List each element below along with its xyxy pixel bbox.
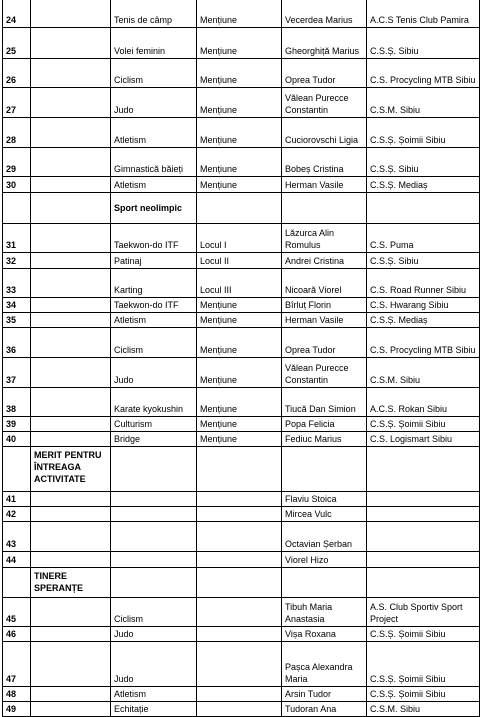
athlete-name-cell: Oprea Tudor — [282, 59, 367, 88]
table-row — [3, 0, 480, 28]
sport-cell — [111, 552, 197, 568]
row-number: 49 — [3, 702, 31, 717]
category-header — [31, 269, 111, 298]
table-row — [3, 627, 480, 642]
prize-cell: Locul III — [197, 269, 282, 298]
prize-cell: Mențiune — [197, 388, 282, 417]
category-header — [31, 627, 111, 642]
club-cell: C.S.Ș. Mediaș — [367, 313, 480, 328]
prize-cell: Mențiune — [197, 358, 282, 388]
prize-cell — [197, 492, 282, 507]
athlete-name-cell: Bîrluț Florin — [282, 298, 367, 313]
row-number: 34 — [3, 298, 31, 313]
category-header — [31, 118, 111, 148]
row-number: 47 — [3, 642, 31, 687]
row-number: 48 — [3, 687, 31, 702]
club-cell: C.S.Ș. Șoimii Sibiu — [367, 687, 480, 702]
athlete-name-cell: Cuciorovschi Ligia — [282, 118, 367, 148]
club-cell: C.S. Hwarang Sibiu — [367, 298, 480, 313]
row-number: 35 — [3, 313, 31, 328]
athlete-name-cell: Herman Vasile — [282, 313, 367, 328]
prize-cell: Mențiune — [197, 0, 282, 28]
category-header — [31, 298, 111, 313]
prize-cell — [197, 447, 282, 492]
category-header — [31, 598, 111, 627]
club-cell: C.S.M. Sibiu — [367, 358, 480, 388]
category-header — [31, 313, 111, 328]
athlete-name-cell: Popa Felicia — [282, 417, 367, 432]
prize-cell: Mențiune — [197, 432, 282, 447]
category-header — [31, 702, 111, 717]
athlete-name-cell: Tudoran Ana — [282, 702, 367, 717]
table-row — [3, 642, 480, 687]
table-row — [3, 568, 480, 598]
athlete-name-cell: Octavian Șerban — [282, 522, 367, 552]
sport-cell: Volei feminin — [111, 28, 197, 59]
club-cell: C.S.Ș. Șoimii Sibiu — [367, 642, 480, 687]
sport-cell: Judo — [111, 627, 197, 642]
athlete-name-cell: Vălean Purecce Constantin — [282, 358, 367, 388]
category-header — [31, 177, 111, 193]
athlete-name-cell: Pașca Alexandra Maria — [282, 642, 367, 687]
row-number — [3, 568, 31, 598]
row-number: 39 — [3, 417, 31, 432]
prize-cell: Mențiune — [197, 298, 282, 313]
prize-cell — [197, 552, 282, 568]
sport-cell: Atletism — [111, 313, 197, 328]
sport-cell: Judo — [111, 88, 197, 118]
athlete-name-cell: Tiucă Dan Simion — [282, 388, 367, 417]
row-number: 41 — [3, 492, 31, 507]
table-row — [3, 687, 480, 702]
category-header: MERIT PENTRU ÎNTREAGA ACTIVITATE — [31, 447, 111, 492]
row-number — [3, 447, 31, 492]
club-cell — [367, 552, 480, 568]
athlete-name-cell: Nicoară Viorel — [282, 269, 367, 298]
category-header — [31, 358, 111, 388]
club-cell: A.C.S Tenis Club Pamira — [367, 0, 480, 28]
table-row — [3, 432, 480, 447]
row-number: 24 — [3, 0, 31, 28]
table-row — [3, 177, 480, 193]
table-row — [3, 118, 480, 148]
athlete-name-cell: Flaviu Stoica — [282, 492, 367, 507]
category-header — [31, 0, 111, 28]
club-cell: A.C.S. Rokan Sibiu — [367, 388, 480, 417]
table-row — [3, 193, 480, 224]
sport-cell: Karate kyokushin — [111, 388, 197, 417]
row-number: 29 — [3, 148, 31, 177]
category-header — [31, 522, 111, 552]
sport-cell — [111, 507, 197, 522]
prize-cell — [197, 193, 282, 224]
prize-cell: Mențiune — [197, 328, 282, 358]
table-row — [3, 598, 480, 627]
club-cell: C.S.M. Sibiu — [367, 702, 480, 717]
table-row — [3, 492, 480, 507]
athlete-name-cell: Andrei Cristina — [282, 253, 367, 269]
sport-cell: Ciclism — [111, 328, 197, 358]
sport-cell: Tenis de câmp — [111, 0, 197, 28]
prize-cell: Mențiune — [197, 417, 282, 432]
row-number: 32 — [3, 253, 31, 269]
row-number: 28 — [3, 118, 31, 148]
row-number: 27 — [3, 88, 31, 118]
prize-cell — [197, 687, 282, 702]
row-number: 40 — [3, 432, 31, 447]
sport-cell — [111, 447, 197, 492]
athlete-name-cell: Vălean Purecce Constantin — [282, 88, 367, 118]
sport-cell — [111, 492, 197, 507]
category-header — [31, 432, 111, 447]
club-cell — [367, 507, 480, 522]
prize-cell: Mențiune — [197, 177, 282, 193]
club-cell: C.S.Ș. Sibiu — [367, 148, 480, 177]
prize-cell — [197, 598, 282, 627]
club-cell: C.S.Ș. Șoimii Sibiu — [367, 417, 480, 432]
club-cell: C.S.Ș. Șoimii Sibiu — [367, 118, 480, 148]
club-cell: C.S.Ș. Șoimii Sibiu — [367, 627, 480, 642]
athlete-name-cell: Lăzurca Alin Romulus — [282, 224, 367, 253]
category-header — [31, 507, 111, 522]
awards-table — [2, 0, 480, 717]
athlete-name-cell — [282, 447, 367, 492]
table-row — [3, 552, 480, 568]
club-cell: A.S. Club Sportiv Sport Project — [367, 598, 480, 627]
category-header — [31, 417, 111, 432]
prize-cell: Locul II — [197, 253, 282, 269]
table-row — [3, 59, 480, 88]
club-cell: C.S. Procycling MTB Sibiu — [367, 328, 480, 358]
club-cell: C.S.M. Sibiu — [367, 88, 480, 118]
athlete-name-cell: Vecerdea Marius — [282, 0, 367, 28]
prize-cell: Mențiune — [197, 88, 282, 118]
prize-cell: Locul I — [197, 224, 282, 253]
table-row — [3, 313, 480, 328]
club-cell: C.S. Puma — [367, 224, 480, 253]
table-row — [3, 88, 480, 118]
athlete-name-cell: Vișa Roxana — [282, 627, 367, 642]
athlete-name-cell — [282, 193, 367, 224]
category-header — [31, 224, 111, 253]
athlete-name-cell: Mircea Vulc — [282, 507, 367, 522]
sport-cell: Ciclism — [111, 59, 197, 88]
athlete-name-cell: Gheorghiță Marius — [282, 28, 367, 59]
table-row — [3, 28, 480, 59]
prize-cell — [197, 627, 282, 642]
category-header — [31, 59, 111, 88]
athlete-name-cell: Oprea Tudor — [282, 328, 367, 358]
athlete-name-cell: Arsin Tudor — [282, 687, 367, 702]
category-header — [31, 388, 111, 417]
category-header — [31, 687, 111, 702]
prize-cell — [197, 522, 282, 552]
sport-cell: Atletism — [111, 118, 197, 148]
sport-cell: Taekwon-do ITF — [111, 298, 197, 313]
club-cell — [367, 492, 480, 507]
table-row — [3, 224, 480, 253]
prize-cell: Mențiune — [197, 118, 282, 148]
table-row — [3, 522, 480, 552]
row-number: 31 — [3, 224, 31, 253]
athlete-name-cell: Tibuh Maria Anastasia — [282, 598, 367, 627]
sport-cell — [111, 522, 197, 552]
row-number: 33 — [3, 269, 31, 298]
sport-cell: Patinaj — [111, 253, 197, 269]
table-row — [3, 388, 480, 417]
category-header — [31, 642, 111, 687]
row-number: 44 — [3, 552, 31, 568]
row-number: 37 — [3, 358, 31, 388]
sport-cell — [111, 568, 197, 598]
category-header: TINERE SPERANȚE — [31, 568, 111, 598]
prize-cell: Mențiune — [197, 28, 282, 59]
row-number: 46 — [3, 627, 31, 642]
sport-cell: Ciclism — [111, 598, 197, 627]
category-header — [31, 253, 111, 269]
club-cell: C.S.Ș. Sibiu — [367, 28, 480, 59]
category-header — [31, 28, 111, 59]
table-row — [3, 253, 480, 269]
club-cell — [367, 522, 480, 552]
club-cell — [367, 447, 480, 492]
prize-cell — [197, 642, 282, 687]
table-row — [3, 148, 480, 177]
sport-cell: Judo — [111, 642, 197, 687]
sport-cell: Bridge — [111, 432, 197, 447]
sport-cell: Karting — [111, 269, 197, 298]
athlete-name-cell: Viorel Hizo — [282, 552, 367, 568]
table-row — [3, 358, 480, 388]
sport-cell: Echitație — [111, 702, 197, 717]
row-number: 26 — [3, 59, 31, 88]
table-row — [3, 507, 480, 522]
prize-cell — [197, 568, 282, 598]
category-header — [31, 148, 111, 177]
sport-cell: Atletism — [111, 177, 197, 193]
row-number: 30 — [3, 177, 31, 193]
table-row — [3, 702, 480, 717]
prize-cell: Mențiune — [197, 148, 282, 177]
row-number: 36 — [3, 328, 31, 358]
awards-table-body — [3, 0, 480, 717]
table-row — [3, 447, 480, 492]
sport-cell: Culturism — [111, 417, 197, 432]
row-number: 45 — [3, 598, 31, 627]
table-row — [3, 417, 480, 432]
prize-cell: Mențiune — [197, 59, 282, 88]
club-cell: C.S.Ș. Mediaș — [367, 177, 480, 193]
table-row — [3, 269, 480, 298]
sport-cell: Judo — [111, 358, 197, 388]
athlete-name-cell: Fediuc Marius — [282, 432, 367, 447]
athlete-name-cell: Bobeș Cristina — [282, 148, 367, 177]
club-cell: C.S. Road Runner Sibiu — [367, 269, 480, 298]
category-header — [31, 552, 111, 568]
prize-cell — [197, 507, 282, 522]
row-number — [3, 193, 31, 224]
category-header — [31, 492, 111, 507]
category-header — [31, 328, 111, 358]
table-row — [3, 298, 480, 313]
club-cell: C.S.Ș. Sibiu — [367, 253, 480, 269]
athlete-name-cell — [282, 568, 367, 598]
club-cell — [367, 568, 480, 598]
club-cell: C.S. Procycling MTB Sibiu — [367, 59, 480, 88]
club-cell: C.S. Logismart Sibiu — [367, 432, 480, 447]
section-title: Sport neolimpic — [111, 193, 197, 224]
table-row — [3, 328, 480, 358]
row-number: 38 — [3, 388, 31, 417]
sport-cell: Atletism — [111, 687, 197, 702]
prize-cell: Mențiune — [197, 313, 282, 328]
prize-cell — [197, 702, 282, 717]
row-number: 42 — [3, 507, 31, 522]
category-header — [31, 193, 111, 224]
category-header — [31, 88, 111, 118]
row-number: 25 — [3, 28, 31, 59]
row-number: 43 — [3, 522, 31, 552]
club-cell — [367, 193, 480, 224]
sport-cell: Gimnastică băieți — [111, 148, 197, 177]
athlete-name-cell: Herman Vasile — [282, 177, 367, 193]
sport-cell: Taekwon-do ITF — [111, 224, 197, 253]
